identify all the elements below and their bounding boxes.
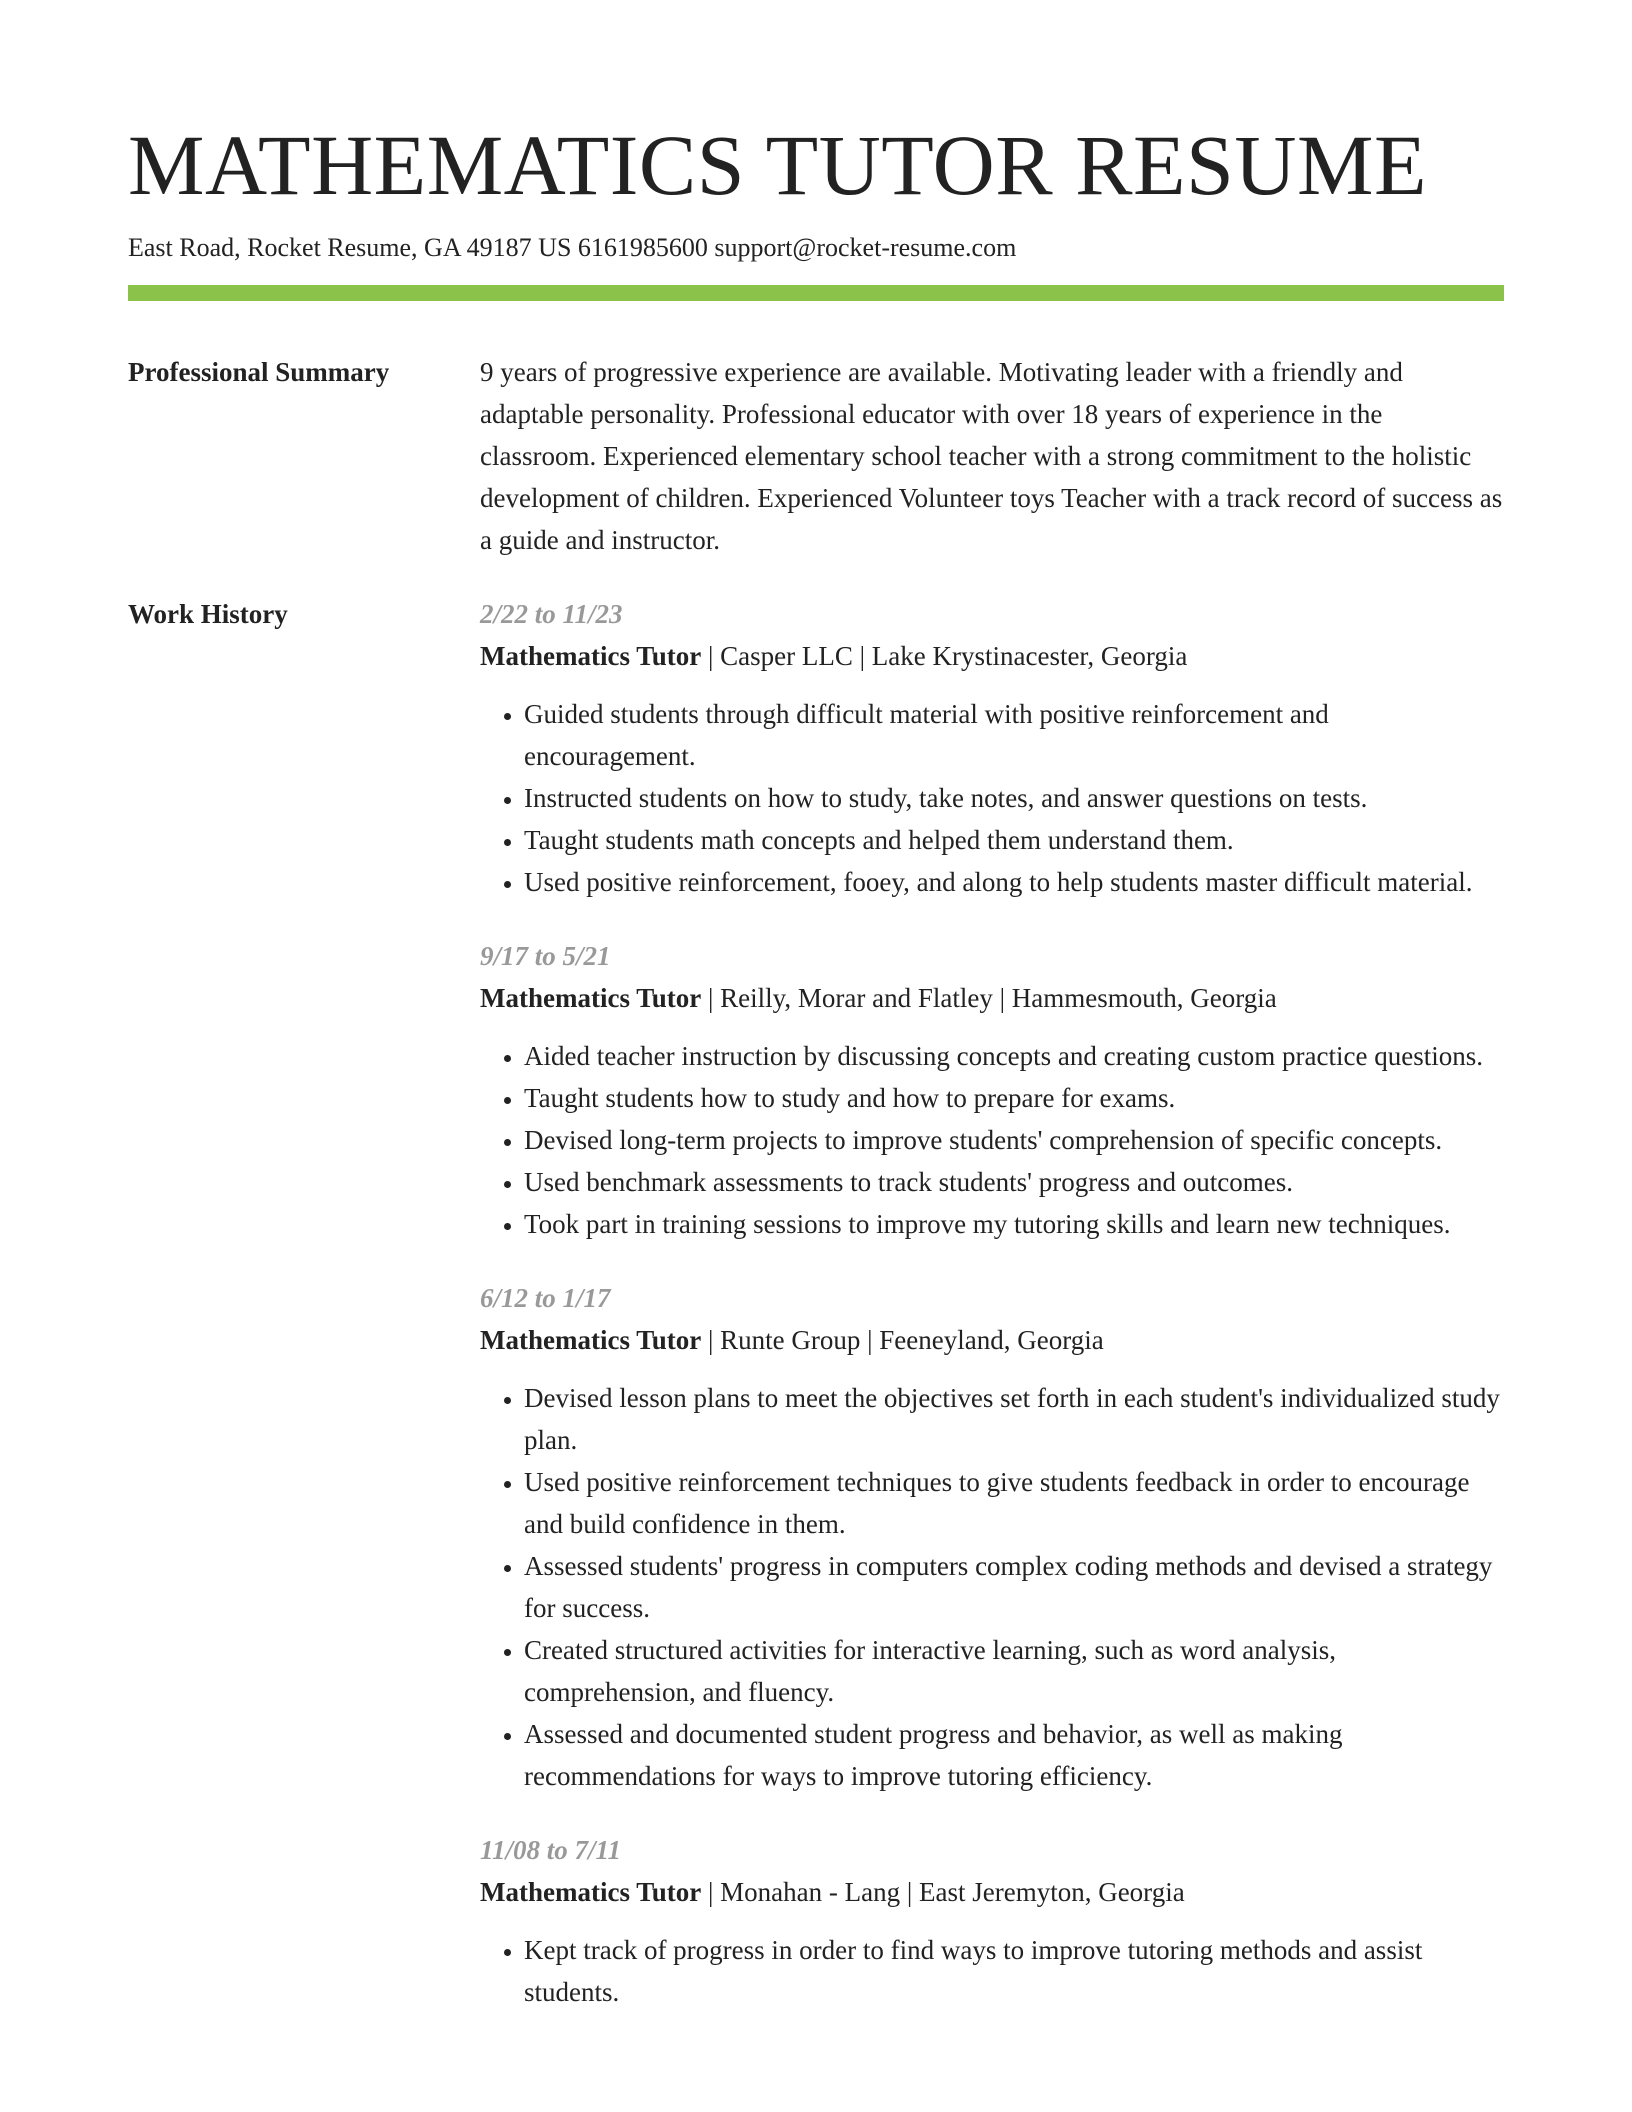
job-bullet-list [480,693,1504,903]
job-bullet: • Took part in training sessions to improve my tutoring skills and learn new techniques. [524,1203,1504,1245]
job-bullet: • Created structured activities for interactive learning, such as word analysis, comprehension, and fluency. [524,1629,1504,1713]
job-company: Casper LLC [720,641,853,671]
resume-title: MATHEMATICS TUTOR RESUME [128,117,1427,213]
separator: | [701,1325,721,1355]
summary-text: 9 years of progressive experience are available. Motivating leader with a friendly and adaptable personality. Professional educator with over 18 years of experience in the classroom. Experienced elementary school teacher with a strong commitment to the holistic development of children. Experienced Volunteer toys Teacher with a track record of success as a guide and instructor. [480,357,1503,555]
separator: | [701,1877,721,1907]
job-title-line [480,977,1504,1019]
separator: | [992,983,1012,1013]
job-entry [480,1829,1504,2013]
job-bullet: • Taught students math concepts and helped them understand them. [524,819,1504,861]
job-bullet: • Kept track of progress in order to find ways to improve tutoring methods and assist students. [524,1929,1504,2013]
job-title-line [480,635,1504,677]
work-history-body [480,593,1504,2045]
contact-line: East Road, Rocket Resume, GA 49187 US 6161985600 support@rocket-resume.com [128,233,1017,262]
job-bullet: • Used positive reinforcement, fooey, and along to help students master difficult material. [524,861,1504,903]
job-bullet: • Instructed students on how to study, take notes, and answer questions on tests. [524,777,1504,819]
summary-body [480,351,1504,561]
job-bullet: • Assessed students' progress in computers complex coding methods and devised a strategy for success. [524,1545,1504,1629]
job-bullet: • Devised lesson plans to meet the objectives set forth in each student's individualized study plan. [524,1377,1504,1461]
job-bullet: • Guided students through difficult material with positive reinforcement and encouragement. [524,693,1504,777]
job-title: Mathematics Tutor [480,1325,702,1355]
job-bullet: • Used benchmark assessments to track students' progress and outcomes. [524,1161,1504,1203]
job-title: Mathematics Tutor [480,641,702,671]
job-location: Feeneyland, Georgia [879,1325,1104,1355]
job-bullet: • Aided teacher instruction by discussing concepts and creating custom practice questions. [524,1035,1504,1077]
job-title: Mathematics Tutor [480,1877,702,1907]
separator: | [701,641,721,671]
job-company: Reilly, Morar and Flatley [720,983,993,1013]
job-title-line [480,1319,1504,1361]
job-company: Runte Group [720,1325,861,1355]
job-location: East Jeremyton, Georgia [919,1877,1185,1907]
job-title: Mathematics Tutor [480,983,702,1013]
separator: | [852,641,872,671]
header-accent-rule [128,285,1504,301]
job-bullet: • Used positive reinforcement techniques to give students feedback in order to encourage and build confidence in them. [524,1461,1504,1545]
job-bullet-list [480,1929,1504,2013]
section-label-summary: Professional Summary [128,357,390,387]
job-company: Monahan - Lang [720,1877,901,1907]
separator: | [701,983,721,1013]
section-label-work-history: Work History [128,599,288,629]
job-dates: 2/22 to 11/23 [480,599,623,629]
job-entry [480,935,1504,1245]
job-bullet-list [480,1035,1504,1245]
job-bullet-list [480,1377,1504,1797]
separator: | [860,1325,880,1355]
job-location: Hammesmouth, Georgia [1011,983,1277,1013]
job-bullet: • Assessed and documented student progress and behavior, as well as making recommendations for ways to improve tutoring efficiency. [524,1713,1504,1797]
job-title-line [480,1871,1504,1913]
job-entry [480,593,1504,903]
job-dates: 6/12 to 1/17 [480,1283,611,1313]
job-location: Lake Krystinacester, Georgia [871,641,1188,671]
job-dates: 9/17 to 5/21 [480,941,611,971]
job-dates: 11/08 to 7/11 [480,1835,622,1865]
job-bullet: • Devised long-term projects to improve students' comprehension of specific concepts. [524,1119,1504,1161]
job-bullet: • Taught students how to study and how to prepare for exams. [524,1077,1504,1119]
separator: | [900,1877,919,1907]
job-entry [480,1277,1504,1797]
